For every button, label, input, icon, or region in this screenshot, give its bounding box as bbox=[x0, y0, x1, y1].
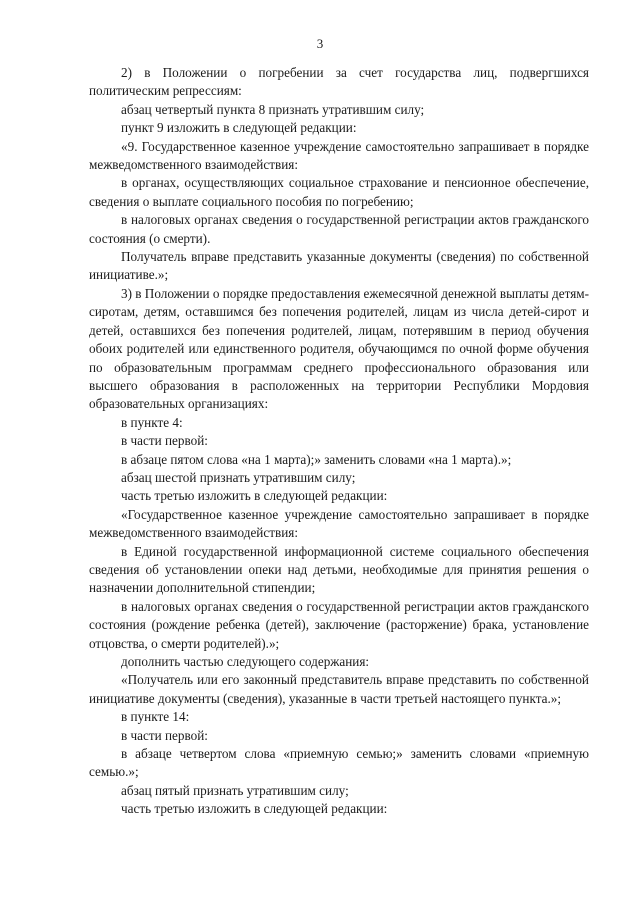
paragraph: «Получатель или его законный представитель вправе представить по собственной инициативе документы (сведения), указанные в части третьей настоящего пункта.»; bbox=[89, 672, 589, 706]
paragraph: дополнить частью следующего содержания: bbox=[121, 654, 370, 669]
page-number: 3 bbox=[316, 36, 324, 51]
paragraph: в части первой: bbox=[121, 727, 208, 743]
paragraph: «Государственное казенное учреждение самостоятельно запрашивает в порядке межведомственного взаимодействия: bbox=[89, 506, 589, 541]
paragraph: часть третью изложить в следующей редакции: bbox=[121, 488, 388, 504]
paragraph: в части первой: bbox=[121, 433, 208, 449]
paragraph: в органах, осуществляющих социальное страхование и пенсионное обеспечение, сведения о выплате социального пособия по погребению; bbox=[89, 175, 589, 209]
paragraph: 2) в Положении о погребении за счет государства лиц, подвергшихся политическим репрессиям: bbox=[89, 65, 589, 99]
paragraph: часть третью изложить в следующей редакции: bbox=[121, 801, 388, 817]
paragraph: «9. Государственное казенное учреждение самостоятельно запрашивает в порядке межведомственного взаимодействия: bbox=[89, 138, 589, 173]
paragraph: в налоговых органах сведения о государственной регистрации актов гражданского состояния (рождение ребенка (детей), заключение (расторжение) брака, установление отцовства, о смерти родителей).»; bbox=[89, 598, 589, 651]
paragraph: в абзаце четвертом слова «приемную семью;» заменить словами «приемную семью.»; bbox=[89, 746, 589, 780]
paragraph: в налоговых органах сведения о государственной регистрации актов гражданского состояния (о смерти). bbox=[89, 212, 589, 246]
document-body bbox=[89, 64, 589, 819]
paragraph: Получатель вправе представить указанные документы (сведения) по собственной инициативе.»; bbox=[89, 249, 589, 283]
paragraph: абзац шестой признать утратившим силу; bbox=[121, 469, 356, 485]
paragraph: пункт 9 изложить в следующей редакции: bbox=[121, 120, 357, 136]
paragraph: в Единой государственной информационной системе социального обеспечения сведения об установлении опеки над детьми, необходимые для принятия решения о назначении дополнительной стипендии; bbox=[89, 543, 589, 596]
paragraph: в пункте 4: bbox=[121, 414, 183, 430]
paragraph: 3) в Положении о порядке предоставления ежемесячной денежной выплаты детям-сиротам, детям, оставшимся без попечения родителей, лицам из числа детей-сирот и детей, оставшихся без попечения родителей, лицам, потерявшим в период обучения обоих родителей или единственного родителя, обучающимся по очной форме обучения по образовательным программам среднего профессионального образования или высшего образования в расположенных на территории Республики Мордовия образовательных организациях: bbox=[89, 285, 589, 412]
paragraph: в пункте 14: bbox=[121, 709, 190, 725]
paragraph: абзац четвертый пункта 8 признать утратившим силу; bbox=[121, 101, 425, 117]
paragraph: абзац пятый признать утратившим силу; bbox=[121, 782, 349, 798]
paragraph: в абзаце пятом слова «на 1 марта);» заменить словами «на 1 марта).»; bbox=[121, 451, 512, 467]
